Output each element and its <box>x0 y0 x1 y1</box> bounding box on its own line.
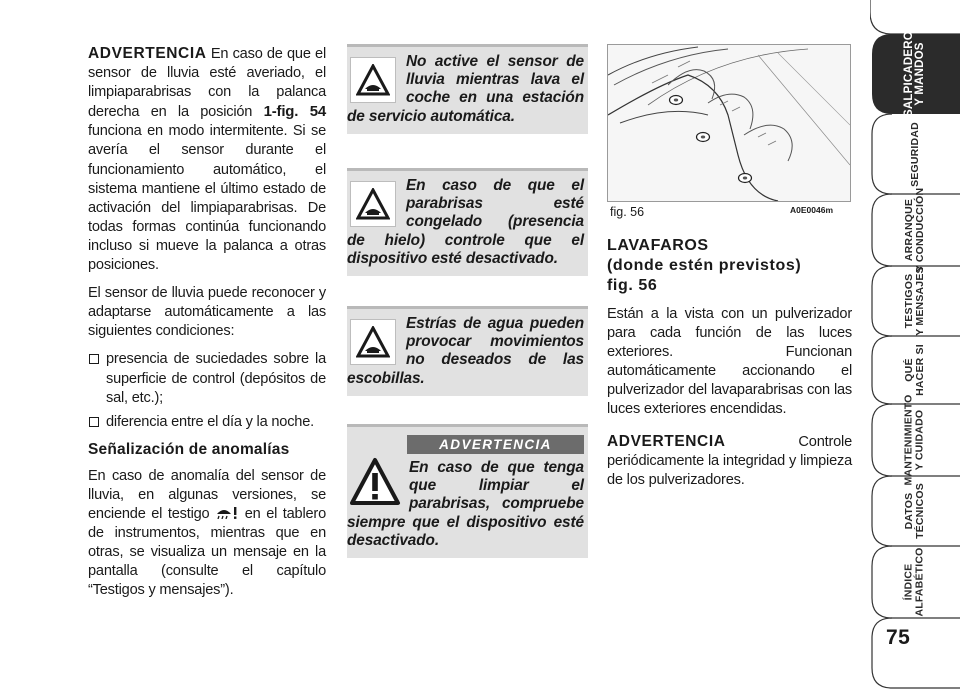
rain-sensor-warning-icon <box>215 506 239 519</box>
warning-box-frozen-windscreen <box>347 168 588 276</box>
paragraph-advertencia-check: ADVERTENCIA Controle periódicamente la integridad y limpieza de los pulverizadores. <box>607 432 852 488</box>
figure-reference: 1-fig. 54 <box>263 103 326 121</box>
chapter-tabs <box>870 0 960 692</box>
column-left <box>88 44 326 609</box>
headlamp-washer-illustration <box>608 45 850 201</box>
warning-text: En caso de que tenga que limpiar el parabrisas, compruebe siempre que el dispositivo esté desactivado. <box>347 459 584 549</box>
tab-que-hacer[interactable]: QUÉ HACER SI <box>903 344 926 396</box>
warning-box-car-wash <box>347 44 588 134</box>
wiper-warning-icon <box>350 181 396 227</box>
paragraph-rain-sensor-conditions: El sensor de lluvia puede reconocer y adaptarse automáticamente a las siguientes condiciones: <box>88 285 326 340</box>
paragraph-headlamp-washers: Están a la vista con un pulverizador para cada función de las luces exteriores. Funcionan automáticamente accionando el pulverizador del lavaparabrisas con las luces exteriores encendidas. <box>607 306 852 418</box>
figure-code: A0E0046m <box>790 205 834 215</box>
wiper-warning-icon <box>350 57 396 103</box>
paragraph-rain-sensor-failure: ADVERTENCIA En caso de que el sensor de lluvia esté averiado, el limpiaparabrisas con la palanca derecha en la posición 1-fig. 54 funciona en modo intermitente. Si se avería el sensor durante el funcionamiento automático, el sistema mantiene el último estado de activación del limpiaparabrisas. De todas formas continúa funcionando incluso si mueve la palanca a otras posiciones. <box>88 45 326 274</box>
tab-datos-tecnicos[interactable]: DATOS TÉCNICOS <box>902 483 926 539</box>
figure-headlamp-washers <box>607 44 851 202</box>
section-heading: Señalización de anomalías <box>88 440 290 458</box>
page-number: 75 <box>886 626 911 649</box>
figure-caption: fig. 56 <box>610 205 645 219</box>
advertencia-box-cleaning <box>347 424 588 558</box>
column-right <box>607 236 852 499</box>
condition-list <box>88 350 326 431</box>
list-item: presencia de suciedades sobre la superficie de control (depósitos de sal, etc.); <box>88 350 326 407</box>
tab-arranque[interactable]: ARRANQUE Y CONDUCCIÓN <box>903 187 926 273</box>
warning-text: Estrías de agua pueden provocar movimientos no deseados de las escobillas. <box>347 315 584 387</box>
exclamation-triangle-icon <box>349 457 401 507</box>
list-item: diferencia entre el día y la noche. <box>88 413 326 432</box>
advertencia-badge: ADVERTENCIA <box>407 435 584 454</box>
warning-text: No active el sensor de lluvia mientras lava el coche en una estación de servicio automática. <box>347 53 584 125</box>
tab-seguridad[interactable]: SEGURIDAD <box>908 121 921 187</box>
checkbox-bullet-icon <box>89 417 99 427</box>
tab-indice[interactable]: ÍNDICE ALFABÉTICO <box>903 547 926 617</box>
warning-text: En caso de que el parabrisas esté congelado (presencia de hielo) controle que el dispositivo esté desactivado. <box>347 177 584 267</box>
advertencia-keyword: ADVERTENCIA <box>607 432 726 450</box>
tab-mantenimiento[interactable]: MANTENIMIENTO Y CUIDADO <box>903 394 927 486</box>
tab-salpicadero[interactable]: SALPICADERO Y MANDOS <box>903 31 926 117</box>
wiper-warning-icon <box>350 319 396 365</box>
warning-box-water-streaks <box>347 306 588 396</box>
section-title: LAVAFAROS (donde estén previstos) fig. 56 <box>607 237 802 294</box>
tab-testigos[interactable]: TESTIGOS Y MENSAJES <box>903 266 926 336</box>
paragraph-anomaly: En caso de anomalía del sensor de lluvia, en algunas versiones, se enciende el testigo en el tablero de instrumentos, mientras que en otras, se visualiza un mensaje en la pantalla (consulte el capítulo “Testigos y mensajes”). <box>88 467 326 599</box>
checkbox-bullet-icon <box>89 354 99 364</box>
advertencia-keyword: ADVERTENCIA <box>88 45 207 62</box>
